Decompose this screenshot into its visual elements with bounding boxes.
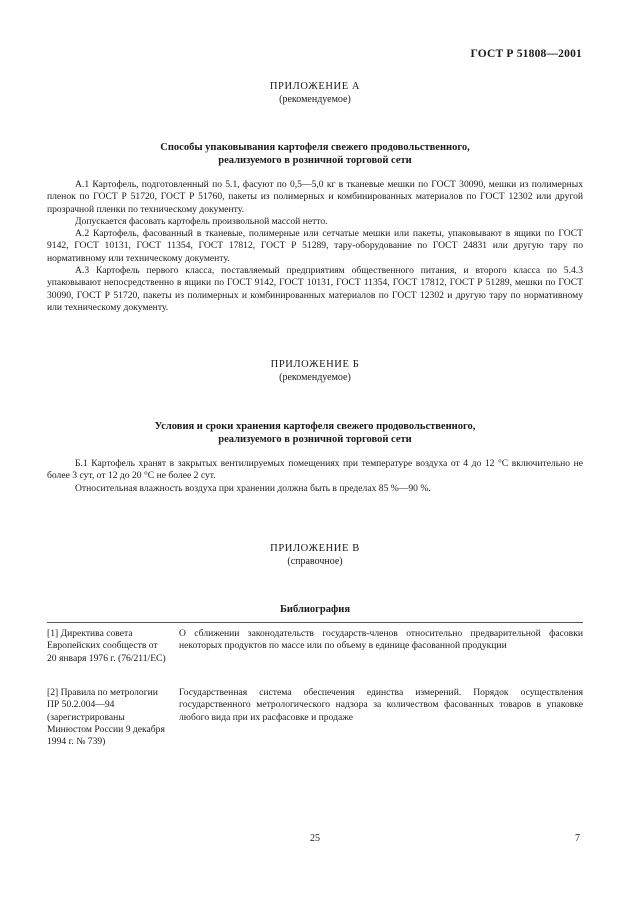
appendix-b-body [47,458,583,495]
appendix-c-title: ПРИЛОЖЕНИЕ В [270,543,360,554]
appendix-a-status: (рекомендуемое) [279,94,351,105]
reference-2-description: Государственная система обеспечения единства измерений. Порядок осуществления государственного метрологического надзора за количеством фасованных товаров в упаковке любого вида при их расфасовке и продаже [179,687,583,723]
page-number-center: 25 [310,833,320,844]
reference-1-description: О сближении законодательств государств-членов относительно предварительной фасовки некоторых продуктов по массе или по объему в единице фасованной продукции [179,628,583,652]
paragraph-b1: Б.1 Картофель хранят в закрытых вентилируемых помещениях при температуре воздуха от 4 до 12 °С включительно не более 3 сут, от 12 до 20 °С не более 2 сут. [47,458,583,482]
paragraph-a1-note: Допускается фасовать картофель произвольной массой нетто. [75,215,328,227]
standard-number: ГОСТ Р 51808—2001 [470,48,582,60]
appendix-b-heading-line-1: Условия и сроки хранения картофеля свежего продовольственного, [154,421,476,432]
bibliography-heading: Библиография [279,604,351,615]
page-number-right: 7 [575,833,580,844]
reference-1-source: [1] Директива совета Европейских сообществ от 20 января 1976 г. (76/211/ЕС) [47,628,166,664]
paragraph-a1: А.1 Картофель, подготовленный по 5.1, фасуют по 0,5—5,0 кг в тканевые мешки по ГОСТ 30090, мешки из полимерных пленок по ГОСТ Р 51720, ГОСТ Р 51760, пакеты из полимерных и комбинированных материалов по ГОСТ 12302 или другой прозрачной пленки по техническому документу. [47,179,583,215]
paragraph-a3: А.3 Картофель первого класса, поставляемый предприятиям общественного питания, и второго класса по 5.4.3 упаковывают непосредственно в ящики по ГОСТ 9142, ГОСТ 10131, ГОСТ 11354, ГОСТ 17812, ГОСТ Р 51289, мешки по ГОСТ 30090, ГОСТ Р 51720, пакеты из полимерных и комбинированных материалов по ГОСТ 12302 и другую тару по нормативному или техническому документу. [47,265,583,313]
bibliography-top-rule [47,622,583,623]
reference-2-source: [2] Правила по метрологии ПР 50.2.004—94 (зарегистрированы Минюстом России 9 декабря 1994 г. № 739) [47,687,165,748]
appendix-a-heading-line-2: реализуемого в розничной торговой сети [218,155,412,166]
appendix-c-status: (справочное) [287,556,343,567]
appendix-a-body [47,179,583,314]
appendix-b-status: (рекомендуемое) [279,372,351,383]
paragraph-b1-humidity: Относительная влажность воздуха при хранении должна быть в пределах 85 %—90 %. [75,482,431,494]
appendix-b-heading-line-2: реализуемого в розничной торговой сети [218,434,412,445]
appendix-a-heading-line-1: Способы упаковывания картофеля свежего продовольственного, [160,142,470,153]
appendix-a-title: ПРИЛОЖЕНИЕ А [269,81,361,92]
paragraph-a2: А.2 Картофель, фасованный в тканевые, полимерные или сетчатые мешки или пакеты, упаковывают в ящики по ГОСТ 9142, ГОСТ 10131, ГОСТ 11354, ГОСТ 17812, ГОСТ Р 51289, тару-оборудование по ГОСТ 24831 или другую тару по нормативному или техническому документу. [47,228,583,264]
appendix-b-title: ПРИЛОЖЕНИЕ Б [270,359,360,370]
